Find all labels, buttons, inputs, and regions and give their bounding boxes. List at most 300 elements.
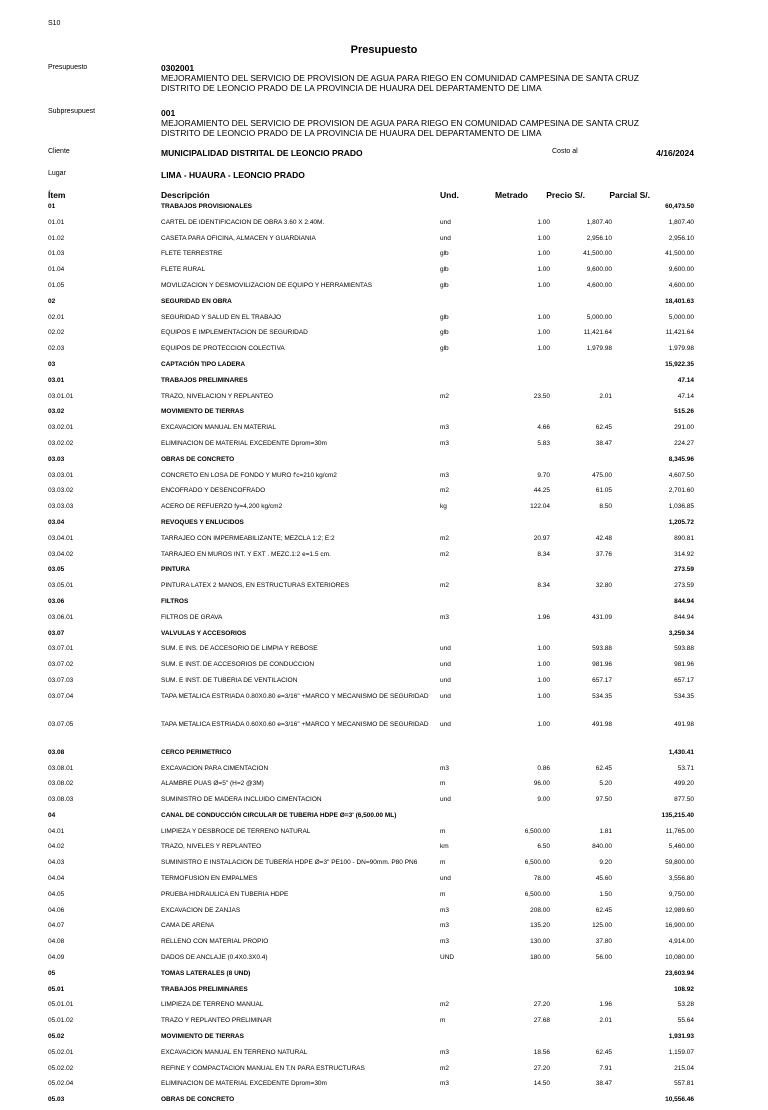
row-item-code: 05.01.01 (48, 1001, 74, 1009)
row-parcial: 5,460.00 (668, 843, 694, 851)
row-item-code: 03.04.01 (48, 534, 74, 542)
table-row (0, 1078, 768, 1094)
row-unit: und (440, 234, 451, 242)
row-description: RELLENO CON MATERIAL PROPIO (161, 938, 269, 946)
row-item-code: 01.05 (48, 281, 65, 289)
header-und: Und. (440, 190, 459, 200)
subpresupuesto-desc-line1: MEJORAMIENTO DEL SERVICIO DE PROVISION DE AGUA PARA RIEGO EN COMUNIDAD CAMPESINA DE SANTA CRUZ (161, 118, 639, 128)
row-unit (440, 296, 490, 312)
row-precio (550, 968, 612, 984)
row-item-code: 03.08.03 (48, 796, 74, 804)
row-precio: 2.01 (599, 1017, 612, 1025)
row-unit: m (440, 890, 446, 898)
row-unit: m (440, 859, 446, 867)
row-parcial: 1,036.85 (668, 503, 694, 511)
row-item-code: 03.03.02 (48, 487, 74, 495)
row-item-code: 04.02 (48, 843, 65, 851)
row-parcial: 9,600.00 (668, 266, 694, 274)
row-description: MOVIMIENTO DE TIERRAS (161, 1033, 244, 1041)
row-metrado: 27.68 (533, 1017, 550, 1025)
row-metrado (490, 596, 550, 612)
table-row (0, 1063, 768, 1079)
row-description: DADOS DE ANCLAJE (0.4X0.3X0.4) (161, 954, 268, 962)
row-item-code: 03.03 (48, 455, 65, 463)
costo-label: Costo al (552, 148, 578, 155)
row-description: TARRAJEO EN MUROS INT. Y EXT . MEZC.1:2 e=1.5 cm. (161, 550, 331, 558)
row-precio (550, 1094, 612, 1110)
row-precio: 9,600.00 (586, 266, 612, 274)
row-item-code: 01.04 (48, 266, 65, 274)
row-item-code: 03.03.01 (48, 471, 74, 479)
table-row (0, 826, 768, 842)
row-description: PINTURA LATEX 2 MANOS, EN ESTRUCTURAS EXTERIORES (161, 582, 350, 590)
row-parcial: 41,500.00 (665, 250, 694, 258)
table-row (0, 248, 768, 264)
row-parcial: 2,956.10 (668, 234, 694, 242)
row-description: TAPA METALICA ESTRIADA 0.80X0.80 e=3/16" +MARCO Y MECANISMO DE SEGURIDAD (161, 692, 429, 700)
row-precio (550, 1031, 612, 1047)
row-unit: m2 (440, 550, 450, 558)
table-row (0, 233, 768, 249)
row-description: ELIMINACION DE MATERIAL EXCEDENTE Dprom=30m (161, 439, 327, 447)
row-description: CAPTACIÓN TIPO LADERA (161, 360, 246, 368)
row-metrado: 1.00 (537, 250, 550, 258)
row-item-code: 01.03 (48, 250, 65, 258)
table-row (0, 375, 768, 391)
row-precio: 1.50 (599, 890, 612, 898)
row-metrado: 4.66 (537, 424, 550, 432)
row-unit: m2 (440, 392, 450, 400)
header-metrado: Metrado (494, 190, 528, 200)
row-description: SUMINISTRO DE MADERA INCLUIDO CIMENTACION (161, 796, 322, 804)
row-metrado: 1.00 (537, 645, 550, 653)
row-item-code: 03.06 (48, 597, 65, 605)
row-precio: 62.45 (595, 764, 612, 772)
row-item-code: 04.01 (48, 827, 65, 835)
table-row (0, 391, 768, 407)
table-row (0, 905, 768, 921)
software-code: S10 (48, 20, 61, 27)
table-row (0, 841, 768, 857)
row-metrado: 8.34 (537, 582, 550, 590)
row-precio: 840.00 (592, 843, 612, 851)
row-item-code: 04.05 (48, 890, 65, 898)
row-description: SUM. E INST. DE ACCESORIOS DE CONDUCCION (161, 661, 315, 669)
row-precio: 32.80 (595, 582, 612, 590)
header-descripcion: Descripción (161, 190, 210, 200)
row-metrado: 180.00 (530, 954, 550, 962)
row-unit: glb (440, 281, 449, 289)
row-precio: 1.96 (599, 1001, 612, 1009)
row-parcial: 47.14 (677, 392, 694, 400)
row-precio (550, 984, 612, 1000)
table-row (0, 406, 768, 422)
row-item-code: 04.09 (48, 954, 65, 962)
cliente-label: Cliente (48, 148, 70, 155)
subpresupuesto-label: Subpresupuest (48, 108, 96, 115)
row-description: CONCRETO EN LOSA DE FONDO Y MURO f'c=210 kg/cm2 (161, 471, 337, 479)
row-item-code: 03.02.01 (48, 424, 74, 432)
row-item-code: 04.06 (48, 906, 65, 914)
row-parcial: 515.26 (674, 408, 694, 416)
table-row (0, 763, 768, 779)
row-description: SUM. E INS. DE ACCESORIO DE LIMPIA Y REBOSE (161, 645, 318, 653)
row-description: MOVILIZACION Y DESMOVILIZACION DE EQUIPO Y HERRAMIENTAS (161, 281, 373, 289)
row-metrado: 1.00 (537, 218, 550, 226)
row-parcial: 4,600.00 (668, 281, 694, 289)
row-parcial: 55.64 (677, 1017, 694, 1025)
row-precio: 56.00 (595, 954, 612, 962)
table-row (0, 533, 768, 549)
row-metrado: 14.50 (533, 1080, 550, 1088)
row-item-code: 04.08 (48, 938, 65, 946)
row-description: REFINE Y COMPACTACION MANUAL EN T.N PARA ESTRUCTURAS (161, 1064, 365, 1072)
row-precio: 7.91 (599, 1064, 612, 1072)
row-item-code: 03.08 (48, 748, 65, 756)
row-description: OBRAS DE CONCRETO (161, 455, 235, 463)
header-parcial: Parcial S/. (609, 190, 650, 200)
row-item-code: 03.07 (48, 629, 65, 637)
row-precio: 61.05 (595, 487, 612, 495)
row-parcial: 1,931.93 (668, 1033, 694, 1041)
row-unit (440, 968, 490, 984)
row-description: CAMA DE ARENA (161, 922, 215, 930)
row-metrado (490, 968, 550, 984)
table-row (0, 628, 768, 644)
row-metrado: 1.00 (537, 720, 550, 728)
row-parcial: 2,701.60 (668, 487, 694, 495)
row-metrado: 1.00 (537, 266, 550, 274)
row-parcial: 877.50 (674, 796, 694, 804)
row-description: MOVIMIENTO DE TIERRAS (161, 408, 244, 416)
costo-fecha: 4/16/2024 (656, 148, 694, 158)
row-metrado: 6,500.00 (524, 827, 550, 835)
table-row (0, 327, 768, 343)
row-unit: m3 (440, 613, 450, 621)
row-precio (550, 201, 612, 217)
row-metrado: 6,500.00 (524, 890, 550, 898)
row-precio: 42.48 (595, 534, 612, 542)
row-unit (440, 201, 490, 217)
header-precio: Precio S/. (546, 190, 585, 200)
row-unit (440, 454, 490, 470)
row-unit (440, 406, 490, 422)
row-metrado: 78.00 (533, 875, 550, 883)
row-precio: 62.45 (595, 424, 612, 432)
table-row (0, 643, 768, 659)
row-precio: 1,979.98 (586, 345, 612, 353)
row-unit: und (440, 875, 451, 883)
table-row (0, 501, 768, 517)
row-metrado (490, 375, 550, 391)
row-unit: m (440, 780, 446, 788)
row-parcial: 3,259.34 (668, 629, 694, 637)
table-row (0, 857, 768, 873)
row-parcial: 53.71 (677, 764, 694, 772)
table-row (0, 794, 768, 810)
lugar-label: Lugar (48, 170, 66, 177)
row-precio: 45.60 (595, 875, 612, 883)
row-metrado: 1.00 (537, 692, 550, 700)
row-description: EXCAVACION MANUAL EN MATERIAL (161, 424, 276, 432)
row-item-code: 03.07.04 (48, 692, 74, 700)
row-item-code: 03.07.01 (48, 645, 74, 653)
row-description: CERCO PERIMETRICO (161, 748, 232, 756)
row-unit: m2 (440, 534, 450, 542)
row-metrado (490, 1094, 550, 1110)
row-description: EXCAVACION DE ZANJAS (161, 906, 241, 914)
row-metrado (490, 810, 550, 826)
row-metrado: 5.83 (537, 439, 550, 447)
row-precio: 5,000.00 (586, 313, 612, 321)
page-title: Presupuesto (350, 44, 418, 56)
row-precio: 1.81 (599, 827, 612, 835)
table-row (0, 984, 768, 1000)
row-description: TRAZO, NIVELACION Y REPLANTEO (161, 392, 274, 400)
row-metrado: 20.97 (533, 534, 550, 542)
row-item-code: 03.05 (48, 566, 65, 574)
table-row (0, 438, 768, 454)
row-metrado: 6,500.00 (524, 859, 550, 867)
row-metrado: 1.00 (537, 661, 550, 669)
row-precio (550, 810, 612, 826)
row-unit (440, 375, 490, 391)
row-item-code: 05.02.01 (48, 1048, 74, 1056)
row-metrado: 1.00 (537, 345, 550, 353)
row-unit: und (440, 661, 451, 669)
row-description: TRAZO, NIVELES Y REPLANTEO (161, 843, 262, 851)
row-metrado: 1.00 (537, 313, 550, 321)
row-description: SUMINISTRO E INSTALACION DE TUBERÍA HDPE Ø=3" PE100 - DN=90mm. P80 PN6 (161, 859, 418, 867)
row-unit: m2 (440, 1001, 450, 1009)
table-row (0, 968, 768, 984)
row-item-code: 04.07 (48, 922, 65, 930)
table-row (0, 422, 768, 438)
row-metrado: 208.00 (530, 906, 550, 914)
row-description: FILTROS (161, 597, 189, 605)
lugar-value: LIMA - HUAURA - LEONCIO PRADO (161, 170, 305, 180)
row-parcial: 1,159.07 (668, 1048, 694, 1056)
row-precio: 62.45 (595, 1048, 612, 1056)
row-metrado: 1.00 (537, 281, 550, 289)
row-metrado: 130.00 (530, 938, 550, 946)
row-unit: m3 (440, 906, 450, 914)
row-description: EQUIPOS E IMPLEMENTACION DE SEGURIDAD (161, 329, 308, 337)
row-parcial: 8,345.96 (668, 455, 694, 463)
table-row (0, 264, 768, 280)
table-row (0, 810, 768, 826)
row-unit: glb (440, 345, 449, 353)
row-parcial: 10,080.00 (665, 954, 694, 962)
row-item-code: 04.03 (48, 859, 65, 867)
row-description: PRUEBA HIDRAULICA EN TUBERIA HDPE (161, 890, 289, 898)
row-parcial: 557.81 (674, 1080, 694, 1088)
row-description: REVOQUES Y ENLUCIDOS (161, 518, 244, 526)
row-unit: m3 (440, 439, 450, 447)
row-item-code: 02.03 (48, 345, 65, 353)
row-unit: m3 (440, 1048, 450, 1056)
row-metrado (490, 747, 550, 763)
row-item-code: 03 (48, 360, 56, 368)
row-metrado: 9.00 (537, 796, 550, 804)
row-unit: m (440, 827, 446, 835)
row-description: EQUIPOS DE PROTECCION COLECTIVA (161, 345, 285, 353)
row-unit: und (440, 796, 451, 804)
row-description: TRAZO Y REPLANTEO PRELIMINAR (161, 1017, 272, 1025)
row-precio (550, 628, 612, 644)
table-row (0, 999, 768, 1015)
row-unit: glb (440, 250, 449, 258)
table-row (0, 612, 768, 628)
row-precio: 38.47 (595, 1080, 612, 1088)
row-parcial: 53.28 (677, 1001, 694, 1009)
row-metrado (490, 984, 550, 1000)
row-precio: 4,600.00 (586, 281, 612, 289)
row-unit: und (440, 676, 451, 684)
row-metrado: 18.56 (533, 1048, 550, 1056)
row-metrado (490, 201, 550, 217)
row-precio (550, 359, 612, 375)
row-unit: glb (440, 329, 449, 337)
row-precio: 62.45 (595, 906, 612, 914)
row-parcial: 59,800.00 (665, 859, 694, 867)
row-parcial: 9,750.00 (668, 890, 694, 898)
row-unit (440, 564, 490, 580)
row-metrado: 96.00 (533, 780, 550, 788)
row-item-code: 03.03.03 (48, 503, 74, 511)
row-precio: 475.00 (592, 471, 612, 479)
row-item-code: 03.04 (48, 518, 65, 526)
row-precio: 38.47 (595, 439, 612, 447)
row-precio: 41,500.00 (583, 250, 612, 258)
row-parcial: 499.20 (674, 780, 694, 788)
row-unit: m2 (440, 582, 450, 590)
row-item-code: 04 (48, 811, 56, 819)
table-row (0, 359, 768, 375)
table-row (0, 778, 768, 794)
row-description: VALVULAS Y ACCESORIOS (161, 629, 247, 637)
table-row (0, 920, 768, 936)
row-parcial: 16,900.00 (665, 922, 694, 930)
row-metrado: 8.34 (537, 550, 550, 558)
cliente-value: MUNICIPALIDAD DISTRITAL DE LEONCIO PRADO (161, 148, 363, 158)
row-item-code: 05.01 (48, 985, 65, 993)
row-metrado: 1.00 (537, 234, 550, 242)
row-precio: 125.00 (592, 922, 612, 930)
row-item-code: 05.01.02 (48, 1017, 74, 1025)
table-row (0, 1094, 768, 1110)
row-precio: 97.50 (595, 796, 612, 804)
row-unit: m3 (440, 1080, 450, 1088)
row-precio: 534.35 (592, 692, 612, 700)
row-metrado (490, 406, 550, 422)
row-parcial: 11,421.64 (665, 329, 694, 337)
table-row (0, 343, 768, 359)
row-item-code: 05.02.02 (48, 1064, 74, 1072)
row-unit (440, 810, 490, 826)
row-description: LIMPIEZA DE TERRENO MANUAL (161, 1001, 264, 1009)
row-parcial: 593.88 (674, 645, 694, 653)
row-metrado (490, 517, 550, 533)
row-parcial: 23,603.94 (665, 969, 694, 977)
row-precio: 5.20 (599, 780, 612, 788)
table-row (0, 517, 768, 533)
row-parcial: 491.98 (674, 720, 694, 728)
row-metrado: 1.00 (537, 329, 550, 337)
row-parcial: 60,473.50 (665, 203, 694, 210)
row-description: SEGURIDAD Y SALUD EN EL TRABAJO (161, 313, 282, 321)
row-item-code: 03.07.05 (48, 720, 74, 728)
subpresupuesto-desc-line2: DISTRITO DE LEONCIO PRADO DE LA PROVINCIA DE HUAURA DEL DEPARTAMENTO DE LIMA (161, 128, 542, 138)
table-row (0, 675, 768, 691)
row-parcial: 844.94 (674, 613, 694, 621)
table-row (0, 719, 768, 747)
row-item-code: 03.02 (48, 408, 65, 416)
row-item-code: 01.01 (48, 218, 65, 226)
row-unit (440, 747, 490, 763)
row-unit: und (440, 720, 451, 728)
table-row (0, 217, 768, 233)
row-precio (550, 375, 612, 391)
row-item-code: 01 (48, 203, 56, 210)
row-item-code: 03.06.01 (48, 613, 74, 621)
row-metrado: 0.86 (537, 764, 550, 772)
row-unit: UND (440, 954, 455, 962)
row-metrado (490, 296, 550, 312)
row-description: ENCOFRADO Y DESENCOFRADO (161, 487, 266, 495)
row-parcial: 4,607.50 (668, 471, 694, 479)
row-parcial: 657.17 (674, 676, 694, 684)
row-unit: und (440, 692, 451, 700)
row-metrado: 23.50 (533, 392, 550, 400)
row-description: TARRAJEO CON IMPERMEABILIZANTE; MEZCLA 1:2; E:2 (161, 534, 335, 542)
row-parcial: 1,807.40 (668, 218, 694, 226)
row-item-code: 01.02 (48, 234, 65, 242)
row-unit: m3 (440, 764, 450, 772)
budget-table (0, 201, 768, 1110)
row-precio (550, 454, 612, 470)
row-precio: 593.88 (592, 645, 612, 653)
row-unit: glb (440, 266, 449, 274)
row-precio: 8.50 (599, 503, 612, 511)
row-item-code: 03.02.02 (48, 439, 74, 447)
table-row (0, 596, 768, 612)
row-unit: km (440, 843, 449, 851)
table-row (0, 873, 768, 889)
row-metrado: 27.20 (533, 1064, 550, 1072)
table-row (0, 296, 768, 312)
row-description: CASETA PARA OFICINA, ALMACEN Y GUARDIANIA (161, 234, 316, 242)
row-item-code: 05 (48, 969, 56, 977)
row-metrado (490, 628, 550, 644)
header-item: Ítem (48, 190, 66, 200)
row-description: EXCAVACION PARA CIMENTACION (161, 764, 269, 772)
row-unit: glb (440, 313, 449, 321)
row-description: TERMOFUSION EN EMPALMES (161, 875, 258, 883)
row-item-code: 05.02 (48, 1033, 65, 1041)
row-unit (440, 359, 490, 375)
table-row (0, 1047, 768, 1063)
row-parcial: 47.14 (677, 376, 694, 384)
row-parcial: 534.35 (674, 692, 694, 700)
row-parcial: 291.00 (674, 424, 694, 432)
presupuesto-label: Presupuesto (48, 64, 88, 71)
row-description: TAPA METALICA ESTRIADA 0.60X0.60 e=3/16" +MARCO Y MECANISMO DE SEGURIDAD (161, 720, 429, 728)
row-parcial: 314.92 (674, 550, 694, 558)
row-parcial: 215.04 (674, 1064, 694, 1072)
row-precio (550, 564, 612, 580)
table-row (0, 936, 768, 952)
